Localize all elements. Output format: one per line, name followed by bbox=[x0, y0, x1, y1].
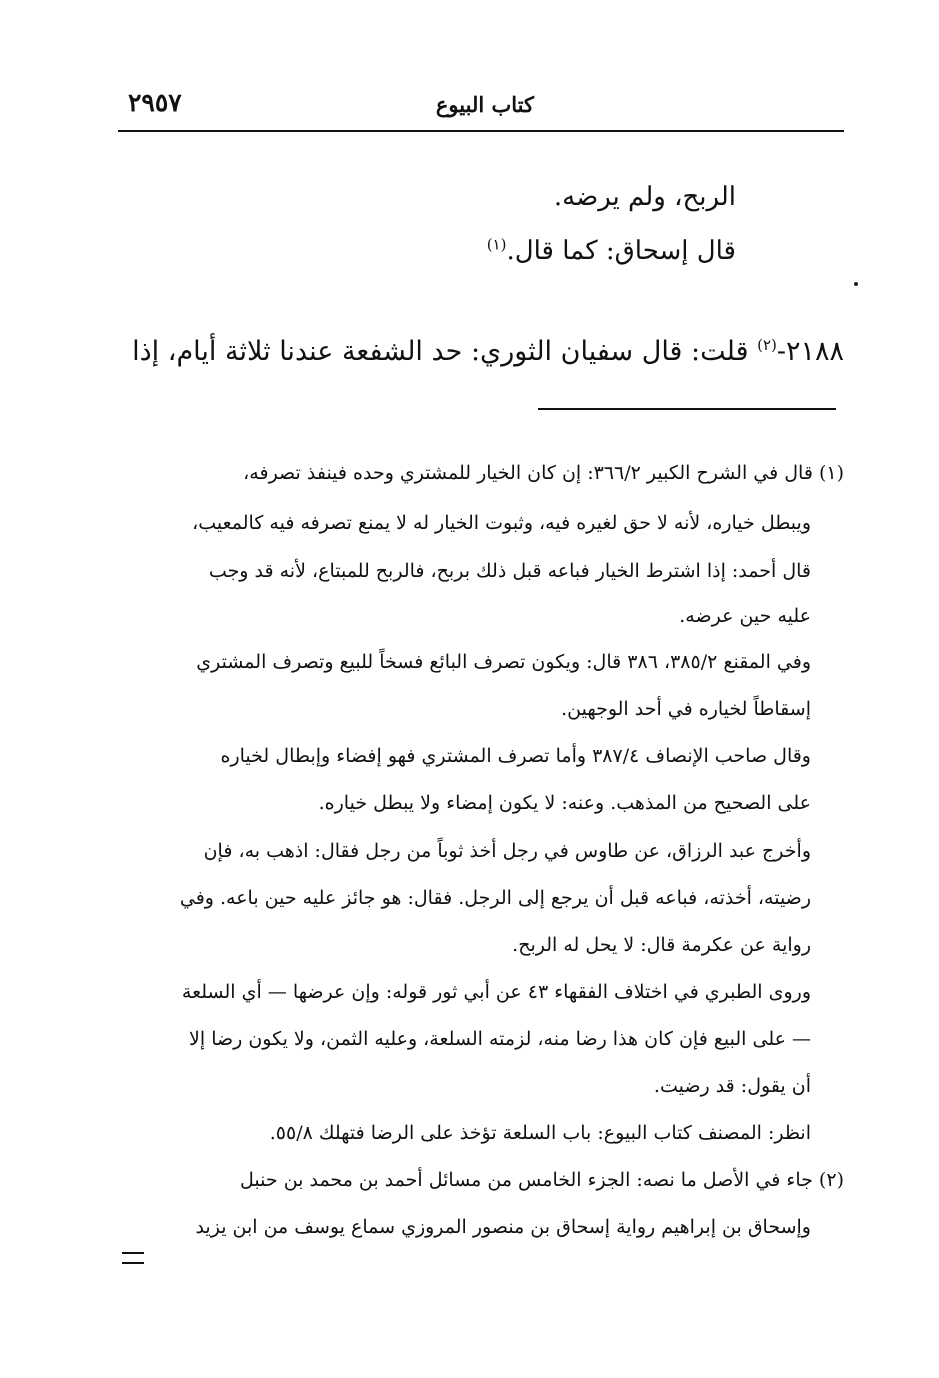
footnote-line: (١) قال في الشرح الكبير ٣٦٦/٢: إن كان الخيار للمشتري وحده فينفذ تصرفه، bbox=[243, 462, 844, 484]
footnote-line: إسقاطاً لخياره في أحد الوجهين. bbox=[561, 698, 811, 720]
stray-mark bbox=[854, 282, 858, 286]
footnote-line: (٢) جاء في الأصل ما نصه: الجزء الخامس من مسائل أحمد بن محمد بن حنبل bbox=[240, 1169, 844, 1191]
footnote-line: عليه حين عرضه. bbox=[679, 605, 811, 627]
footnote-line: وفي المقنع ٣٨٥/٢، ٣٨٦ قال: ويكون تصرف البائع فسخاً للبيع وتصرف المشتري bbox=[196, 651, 811, 673]
footnote-divider bbox=[538, 408, 836, 410]
footnote-line: — على البيع فإن كان هذا رضا منه، لزمته السلعة، وعليه الثمن، ولا يكون رضا إلا bbox=[189, 1028, 811, 1050]
running-title: كتاب البيوع bbox=[435, 92, 534, 117]
main-text-line bbox=[554, 182, 736, 212]
footnote-line: أن يقول: قد رضيت. bbox=[653, 1075, 811, 1097]
page-number: ٢٩٥٧ bbox=[128, 88, 182, 117]
footnote-marker: (٢) bbox=[757, 336, 777, 354]
issue-number: ٢١٨٨- bbox=[776, 336, 844, 367]
main-line-text: قلت: قال سفيان الثوري: حد الشفعة عندنا ثلاثة أيام، إذا bbox=[132, 336, 758, 367]
footnote-marker: (١) bbox=[486, 235, 507, 254]
footnote-line: قال أحمد: إذا اشترط الخيار فباعه قبل ذلك بربح، فالربح للمبتاع، لأنه قد وجب bbox=[208, 560, 811, 582]
main-text-line bbox=[487, 236, 736, 266]
footnote-line: انظر: المصنف كتاب البيوع: باب السلعة تؤخذ على الرضا فتهلك ٥٥/٨. bbox=[269, 1122, 811, 1144]
continuation-mark bbox=[122, 1252, 144, 1264]
footnote-line: رواية عن عكرمة قال: لا يحل له الربح. bbox=[512, 934, 811, 956]
footnote-line: وقال صاحب الإنصاف ٣٨٧/٤ وأما تصرف المشتري فهو إفضاء وإبطال لخياره bbox=[220, 745, 811, 767]
footnote-line: على الصحيح من المذهب. وعنه: لا يكون إمضاء ولا يبطل خياره. bbox=[318, 792, 811, 814]
main-text-line bbox=[132, 336, 844, 367]
header-divider bbox=[118, 130, 844, 132]
page-header bbox=[118, 88, 844, 128]
footnote-line: وروى الطبري في اختلاف الفقهاء ٤٣ عن أبي ثور قوله: وإن عرضها — أي السلعة bbox=[181, 981, 811, 1003]
main-line-text: الربح، ولم يرضه. bbox=[553, 182, 736, 212]
footnote-line: ويبطل خياره، لأنه لا حق لغيره فيه، وثبوت الخيار له لا يمنع تصرفه فيه كالمعيب، bbox=[192, 512, 811, 534]
footnote-line: رضيته، أخذته، فباعه قبل أن يرجع إلى الرجل. فقال: هو جائز عليه حين باعه. وفي bbox=[179, 887, 811, 909]
footnote-line: وأخرج عبد الرزاق، عن طاوس في رجل أخذ ثوباً من رجل فقال: اذهب به، فإن bbox=[203, 840, 811, 862]
main-line-text: قال إسحاق: كما قال. bbox=[506, 236, 736, 266]
footnote-line: وإسحاق بن إبراهيم رواية إسحاق بن منصور المروزي سماع يوسف من ابن يزيد bbox=[195, 1216, 811, 1238]
